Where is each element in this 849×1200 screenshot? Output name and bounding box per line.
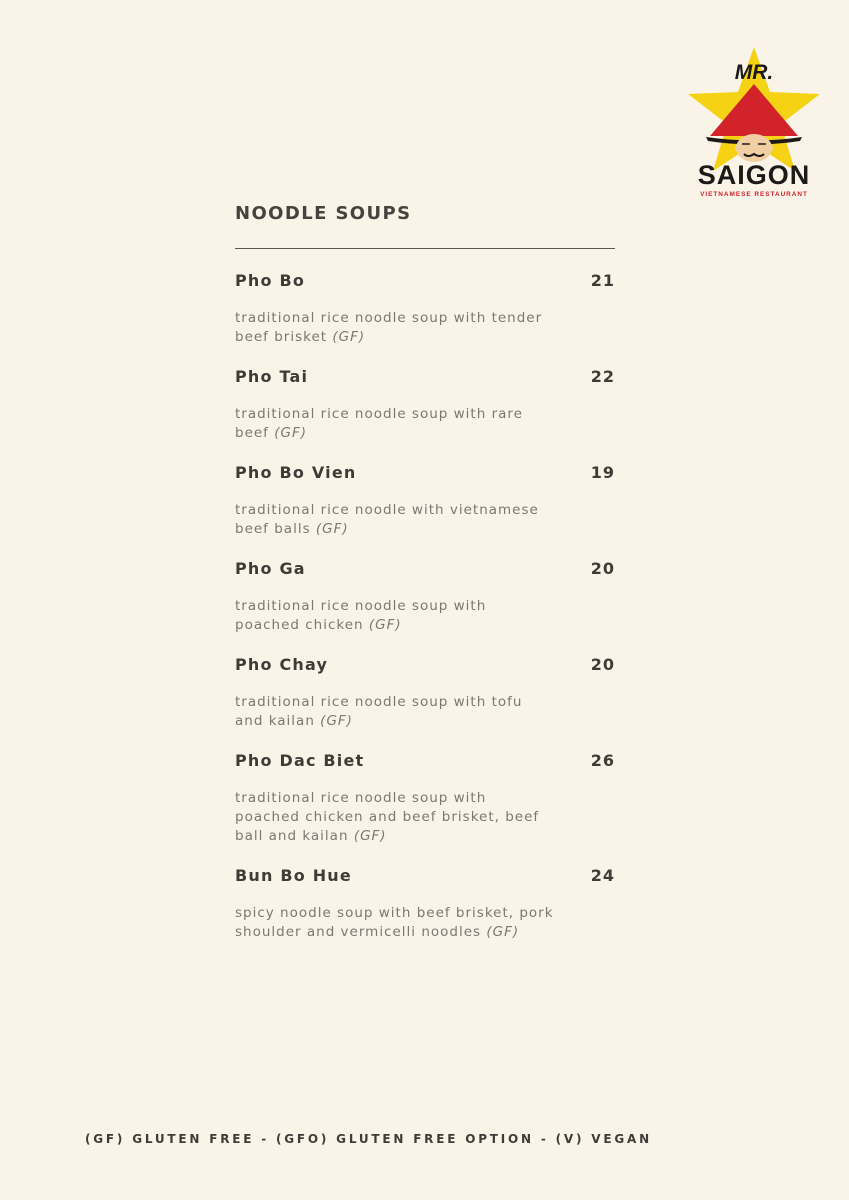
menu-item-desc-text: traditional rice noodle with vietnamese beef balls: [235, 502, 539, 538]
menu-item-name: Pho Tai: [235, 367, 309, 386]
section-divider: [235, 248, 615, 249]
menu-item-desc-text: traditional rice noodle soup with rare beef: [235, 406, 523, 442]
menu-item-desc-text: spicy noodle soup with beef brisket, pork shoulder and vermicelli noodles: [235, 905, 554, 941]
logo-subtitle: VIETNAMESE RESTAURANT: [700, 191, 808, 198]
menu-item-description: [235, 501, 555, 539]
menu-item-description: [235, 693, 555, 731]
menu-item-desc-text: traditional rice noodle soup with poached chicken and beef brisket, beef ball and kailan: [235, 790, 540, 845]
menu-item-description: [235, 789, 555, 847]
dietary-tag: (GF): [320, 713, 353, 730]
menu-item-price: 20: [590, 559, 615, 578]
menu-item-desc-text: traditional rice noodle soup with tender beef brisket: [235, 310, 543, 346]
dietary-tag: (GF): [368, 617, 402, 634]
menu-item-desc-text: traditional rice noodle soup with poached chicken: [235, 598, 487, 634]
menu-items-list: [235, 270, 615, 961]
menu-item-name: Pho Bo: [235, 271, 306, 290]
menu-item-price: 22: [590, 367, 615, 386]
menu-item: [235, 558, 615, 654]
dietary-tag: (GF): [353, 828, 387, 845]
menu-item: [235, 270, 615, 366]
menu-item-price: 20: [590, 655, 615, 674]
menu-item-description: [235, 904, 555, 942]
menu-item-description: [235, 405, 555, 443]
dietary-tag: (GF): [332, 329, 366, 346]
dietary-tag: (GF): [315, 521, 349, 538]
menu-item-name: Pho Ga: [235, 559, 306, 578]
menu-item-price: 21: [590, 271, 615, 290]
logo-main-text: SAIGON: [697, 160, 811, 190]
menu-item-name: Bun Bo Hue: [235, 866, 352, 885]
menu-item-description: [235, 597, 555, 635]
menu-item-desc-text: traditional rice noodle soup with tofu and kailan: [235, 694, 523, 730]
logo-graphic: [686, 44, 822, 204]
section-title: NOODLE SOUPS: [235, 203, 412, 224]
menu-item-name: Pho Chay: [235, 655, 329, 674]
menu-item: [235, 865, 615, 961]
menu-item: [235, 654, 615, 750]
dietary-tag: (GF): [274, 425, 307, 442]
menu-item-price: 24: [590, 866, 615, 885]
logo-top-text: MR.: [734, 61, 774, 84]
menu-item: [235, 366, 615, 462]
menu-item-name: Pho Bo Vien: [235, 463, 357, 482]
dietary-legend: (GF) GLUTEN FREE - (GFO) GLUTEN FREE OPTION - (V) VEGAN: [85, 1132, 652, 1146]
dietary-tag: (GF): [486, 924, 520, 941]
menu-item: [235, 750, 615, 865]
menu-item-name: Pho Dac Biet: [235, 751, 365, 770]
menu-item-description: [235, 309, 555, 347]
menu-item-price: 26: [590, 751, 615, 770]
menu-item-price: 19: [590, 463, 615, 482]
menu-item: [235, 462, 615, 558]
restaurant-logo: [686, 44, 822, 204]
